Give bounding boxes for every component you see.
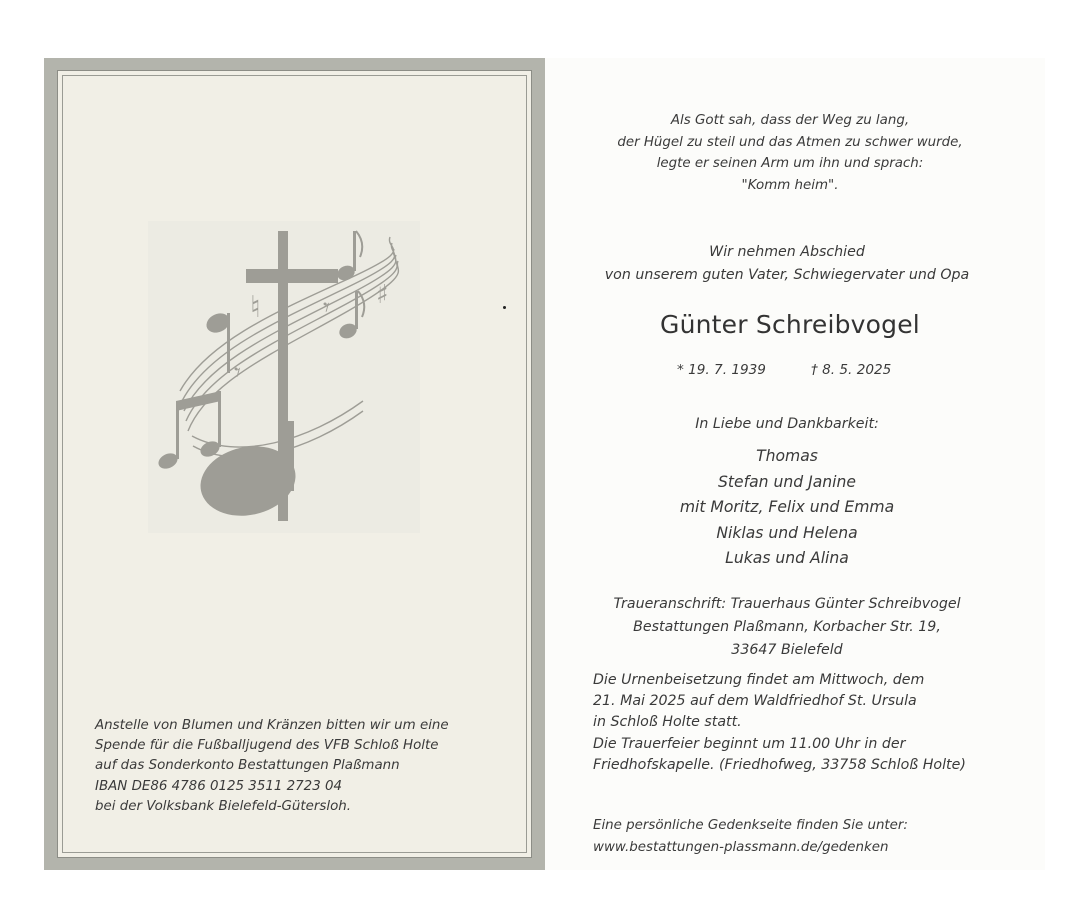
- burial-line: in Schloß Holte statt.: [593, 714, 742, 731]
- svg-text:♯: ♯: [376, 280, 389, 310]
- address-line: Bestattungen Plaßmann, Korbacher Str. 19,: [633, 619, 941, 635]
- burial-line: 21. Mai 2025 auf dem Waldfriedhof St. Ursula: [593, 693, 917, 710]
- address-line: Traueranschrift: Trauerhaus Günter Schreibvogel: [613, 596, 961, 612]
- poem: [545, 110, 1035, 196]
- death-date: † 8. 5. 2025: [811, 362, 892, 378]
- svg-text:♮: ♮: [250, 290, 261, 325]
- family-member: Stefan und Janine: [718, 472, 856, 491]
- farewell-line: Wir nehmen Abschied: [709, 244, 865, 260]
- donation-line: bei der Volksbank Bielefeld-Gütersloh.: [95, 798, 352, 814]
- cross-and-music-notes-icon: [148, 221, 420, 533]
- poem-line: "Komm heim".: [741, 177, 839, 193]
- burial-line: Die Urnenbeisetzung findet am Mittwoch, dem: [593, 672, 925, 688]
- memorial-url: www.bestattungen-plassmann.de/gedenken: [593, 839, 889, 855]
- svg-text:𝄾: 𝄾: [323, 293, 330, 323]
- family-member: Thomas: [756, 447, 818, 465]
- burial-line: Die Trauerfeier beginnt um 11.00 Uhr in der: [593, 735, 906, 752]
- poem-line: legte er seinen Arm um ihn und sprach:: [656, 156, 924, 171]
- birth-date: * 19. 7. 1939: [677, 362, 766, 378]
- memorial-page-info: [593, 815, 908, 858]
- poem-line: der Hügel zu steil und das Atmen zu schwer wurde,: [617, 134, 963, 150]
- family-member: mit Moritz, Felix und Emma: [679, 498, 895, 516]
- farewell: [545, 241, 1029, 287]
- speck: [503, 306, 506, 309]
- burial-line: Friedhofskapelle. (Friedhofweg, 33758 Schloß Holte): [593, 756, 966, 773]
- cross-music-image: [148, 221, 420, 533]
- family-member: Lukas und Alina: [725, 549, 849, 567]
- poem-line: Als Gott sah, dass der Weg zu lang,: [670, 113, 910, 128]
- family-list: [545, 444, 1029, 572]
- mourning-address: [545, 593, 1029, 662]
- svg-text:𝄾: 𝄾: [234, 358, 241, 388]
- donation-text: [95, 716, 515, 817]
- farewell-line: von unserem guten Vater, Schwiegervater und Opa: [604, 267, 970, 283]
- donation-line: IBAN DE86 4786 0125 3511 2723 04: [95, 778, 343, 794]
- donation-line: Spende für die Fußballjugend des VFB Schloß Holte: [95, 738, 439, 754]
- burial-info: [593, 670, 966, 776]
- left-card-page: [44, 58, 545, 870]
- right-card-page: [545, 58, 1045, 870]
- memorial-line: Eine persönliche Gedenkseite finden Sie unter:: [593, 818, 908, 833]
- donation-line: Anstelle von Blumen und Kränzen bitten wir um eine: [95, 718, 449, 733]
- donation-line: auf das Sonderkonto Bestattungen Plaßmann: [95, 758, 400, 774]
- left-card-frame: [57, 70, 532, 858]
- family-member: Niklas und Helena: [716, 523, 858, 542]
- love-heading: In Liebe und Dankbarkeit:: [695, 416, 879, 432]
- deceased-name: Günter Schreibvogel: [660, 310, 920, 339]
- address-line: 33647 Bielefeld: [731, 642, 843, 658]
